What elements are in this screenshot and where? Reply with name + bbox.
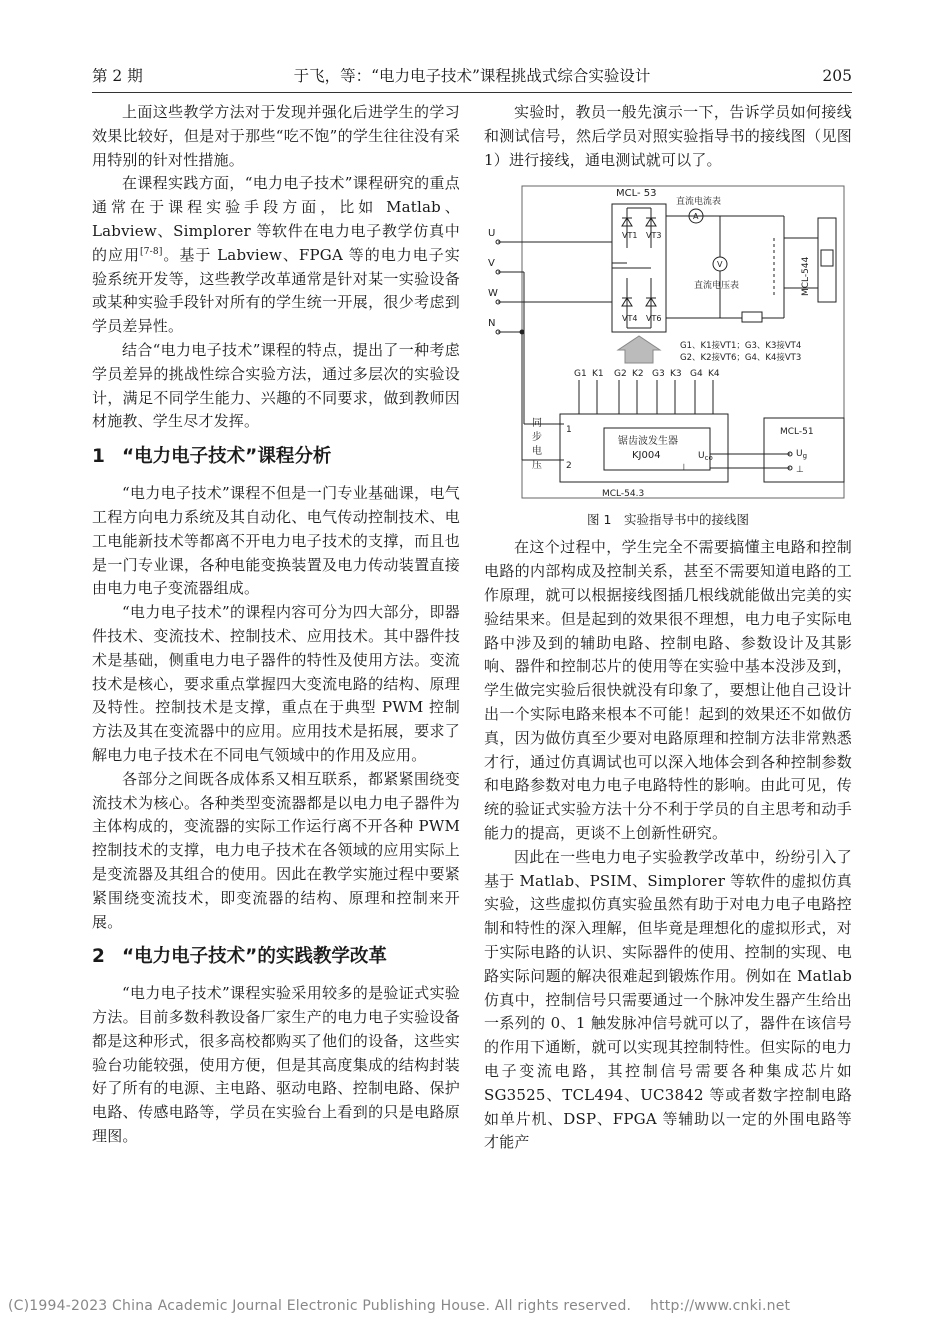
load-element [821, 250, 833, 266]
phase-w-label: W [488, 288, 498, 300]
section-number: 1 [92, 446, 105, 468]
mcl544-label: MCL-544 [801, 257, 811, 297]
paragraph: “电力电子技术”课程实验采用较多的是验证式实验方法。目前多数科教设备厂家生产的电力电子实验设备都是这种形式，很多高校都购买了他们的设备，这些实验台功能较强，使用方便，但是其高度集成的结构封装好了所有的电源、主电路、驱动电路、控制电路、保护电路、传感电路等，学员在实验台上看到的只是电路原理图。 [92, 984, 460, 1146]
page-footer [8, 1298, 791, 1314]
resistor [742, 312, 762, 322]
paragraph [92, 172, 460, 339]
thyristor-vt4 [622, 278, 637, 328]
paragraph-text: 在课程实践方面，“电力电子技术”课程研究的重点通常在于课程实验手段方面，比如 Matlab、Labview、Simplorer 等软件在电力电子教学仿真中的应用 [92, 174, 460, 264]
paragraph-text: 。基于 Labview、FPGA 等的电力电子实验系统开发等，这些教学改革通常是针对某一实验设备或某种实验手段针对所有的学生统一开展，很少考虑到学员差异性。 [92, 245, 460, 336]
paragraph: 上面这些教学方法对于发现并强化后进学生的学习效果比较好，但是对于那些“吃不饱”的学生往往没有采用特别的针对性措施。 [92, 103, 460, 169]
sawtooth-generator-box [604, 428, 710, 470]
svg-text:VT6: VT6 [646, 314, 662, 324]
section-heading [92, 442, 460, 472]
right-column [484, 101, 852, 1155]
svg-text:VT3: VT3 [646, 231, 662, 241]
sawtooth-generator-label: 锯齿波发生器 [618, 436, 678, 448]
thyristor-vt1 [622, 208, 637, 248]
paragraph: “电力电子技术”课程不但是一门专业基础课，电气工程方向电力系统及其自动化、电气传动控制技术、电工电能新技术等都离不开电力电子技术的支撑，而且也是一门专业课，各种电能变换装置及电力传动装置直接由电力电子变流器组成。 [92, 484, 460, 598]
pin-1-label: 1 [566, 425, 572, 436]
ug-label: $U_g$ [796, 449, 808, 461]
terminal-k2: K2 [632, 369, 644, 380]
paragraph: 各部分之间既各成体系又相互联系，都紧紧围绕变流技术为核心。各种类型变流器都是以电力电子器件为主体构成的，变流器的实际工作运行离不开各种 PWM 控制技术的支撑，电力电子技术在各领域的应用实际上是变流器及其组合的使用。因此在教学实施过程中要紧紧围绕变流技术，即变流器的结构、原理和控制来开展。 [92, 769, 460, 931]
ground-symbol: ⊥ [680, 463, 688, 474]
phase-u-label: U [488, 228, 496, 240]
paragraph: 因此在一些电力电子实验教学改革中，纷纷引入了基于 Matlab、PSIM、Simplorer 等软件的虚拟仿真实验，这些虚拟仿真实验虽然有助于对电力电子电路控制和特性的深入理解，但毕竟是理想化的虚拟形式，对于实际电路的认识、实际器件的使用、控制的实现、电路实际问题的解决很难起到锻炼作用。例如在 Matlab 仿真中，控制信号只需要通过一个脉冲发生器产生给出一系列的 0、1 触发脉冲信号就可以了，器件在该信号的作用下通断，就可以实现其控制特性。但实际的电力电子变流电路，其控制信号需要各种集成芯片如 SG3525、TCL494、UC3842 等或者数字控制电路如单片机、DSP、FPGA 等辅助以一定的外围电路等才能产 [484, 847, 852, 1152]
paragraph: “电力电子技术”的课程内容可分为四大部分，即器件技术、变流技术、控制技术、应用技术。其中器件技术是基础，侧重电力电子器件的特性及使用方法。变流技术是核心，要求重点掌握四大变流电路的结构、原理及特性。控制技术是支撑，重点在于典型 PWM 控制方法及其在变流器中的应用。应用技术是拓展，要求了解电力电子技术在不同电气领域中的作用及应用。 [92, 603, 460, 764]
figure-caption: 图 1 实验指导书中的接线图 [587, 512, 749, 528]
svg-text:压: 压 [532, 460, 542, 472]
phase-v-label: V [488, 258, 495, 270]
kj004-label: KJ004 [632, 450, 661, 462]
copyright-notice: (C)1994-2023 China Academic Journal Electronic Publishing House. All rights reserved. [8, 1298, 632, 1314]
wiring-note-2: G2、K2接VT6；G4、K4接VT3 [680, 353, 802, 364]
left-column [92, 101, 460, 1149]
mcl53-label: MCL- 53 [616, 188, 657, 200]
mcl51-ground-symbol: ⊥ [796, 465, 804, 476]
terminal-k3: K3 [670, 369, 682, 380]
terminal-k4: K4 [708, 369, 720, 380]
figure-1 [484, 178, 852, 530]
terminal-g2: G2 [614, 369, 627, 380]
thyristor-vt6 [646, 278, 661, 328]
connection-arrow [618, 336, 660, 363]
page-number: 205 [822, 67, 852, 85]
section-number: 2 [92, 946, 105, 968]
ammeter-label: 直流电流表 [676, 197, 722, 208]
uco-label: $U_{co}$ [698, 451, 713, 463]
wiring-note-1: G1、K1接VT1；G3、K3接VT4 [680, 341, 802, 352]
section-title: “电力电子技术”课程分析 [122, 446, 332, 468]
svg-text:A: A [693, 212, 699, 222]
section-heading [92, 942, 460, 972]
wiring-diagram [484, 178, 852, 508]
terminal-k1: K1 [592, 369, 604, 380]
terminal-g4: G4 [690, 369, 703, 380]
svg-text:电: 电 [532, 446, 542, 458]
running-title: 于飞，等：“电力电子技术”课程挑战式综合实验设计 [293, 67, 651, 85]
svg-text:VT1: VT1 [622, 231, 638, 241]
svg-text:VT4: VT4 [622, 314, 638, 324]
thyristor-vt3 [646, 208, 661, 248]
mcl543-box [560, 414, 728, 482]
citation: [7-8] [140, 246, 163, 257]
footer-url[interactable]: http://www.cnki.net [650, 1298, 791, 1314]
phase-n-label: N [488, 318, 496, 330]
mcl543-label: MCL-54.3 [602, 489, 645, 500]
mcl51-label: MCL-51 [780, 427, 814, 438]
paragraph: 在这个过程中，学生完全不需要搞懂主电路和控制电路的内部构成及控制关系，甚至不需要知道电路的工作原理，就可以根据接线图插几根线就能做出完美的实验结果来。但是起到的效果很不理想，电力电子实际电路中涉及到的辅助电路、控制电路、参数设计及其影响、器件和控制芯片的使用等在实验中基本没涉及到，学生做完实验后很快就没有印象了，要想让他自己设计出一个实际电路来根本不可能！起到的效果还不如做仿真，因为做仿真至少要对电路原理和控制方法非常熟悉才行，通过仿真调试也可以深入地体会到各种控制参数和电路参数对电力电子电路特性的影响。由此可见，传统的验证式实验方法十分不利于学员的自主思考和动手能力的提高，更谈不上创新性研究。 [484, 538, 852, 842]
svg-text:步: 步 [532, 432, 542, 444]
terminal-g3: G3 [652, 369, 665, 380]
svg-text:V: V [717, 260, 723, 270]
issue-number: 第 2 期 [92, 67, 143, 85]
sync-voltage-label [532, 417, 542, 471]
voltmeter-label: 直流电压表 [694, 281, 740, 292]
header-divider [92, 92, 852, 93]
terminal-g1: G1 [574, 369, 587, 380]
pin-2-label: 2 [566, 461, 572, 472]
paragraph: 实验时，教员一般先演示一下，告诉学员如何接线和测试信号，然后学员对照实验指导书的接线图（见图 1）进行接线，通电测试就可以了。 [484, 103, 852, 169]
svg-text:同: 同 [532, 418, 542, 430]
paragraph: 结合“电力电子技术”课程的特点，提出了一种考虑学员差异的挑战性综合实验方法，通过多层次的实验设计，满足不同学生能力、兴趣的不同要求，做到教师因材施教、学生尽才发挥。 [92, 340, 460, 431]
section-title: “电力电子技术”的实践教学改革 [122, 946, 387, 968]
page-header [92, 64, 852, 88]
